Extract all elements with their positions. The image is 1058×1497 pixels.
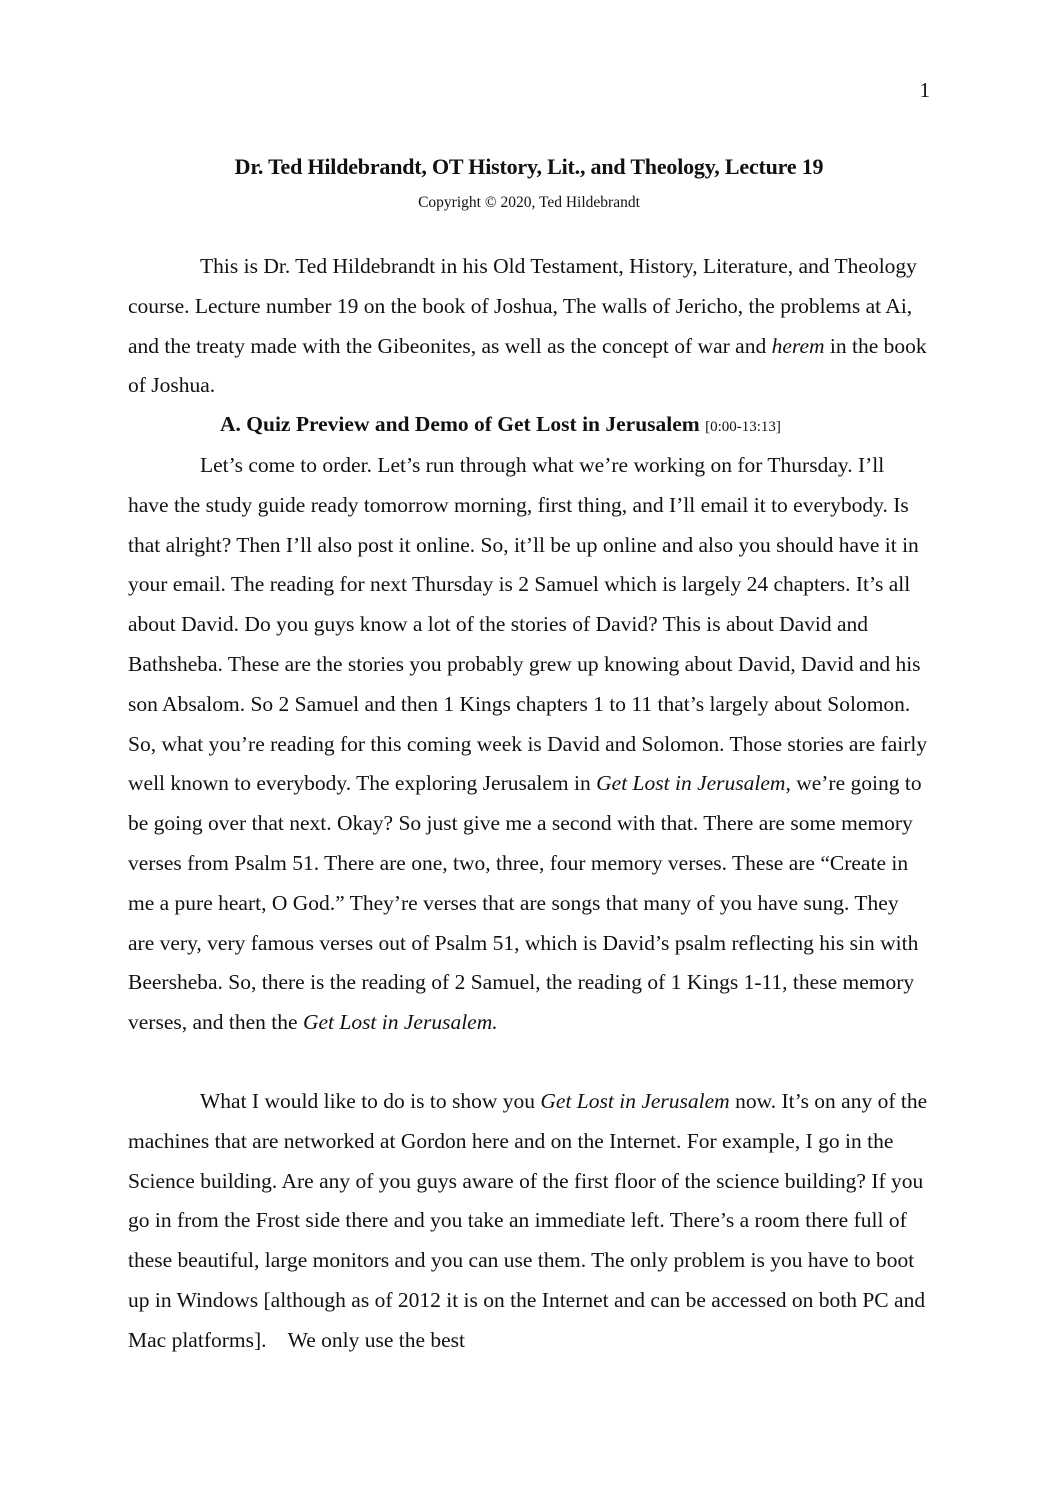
body-paragraph-1 (128, 446, 930, 1043)
intro-paragraph (128, 247, 930, 406)
paragraph-1-text-b: , we’re going to be going over that next. Okay? So just give me a second with that. There are some memory verses from Psalm 51. There are one, two, three, four memory verses. These are “Create in me a pure heart, O God.” They’re verses that are songs that many of you have sung. They are very, very famous verses out of Psalm 51, which is David’s psalm reflecting his sin with Beersheba. So, there is the reading of 2 Samuel, the reading of 1 Kings 1-11, these memory verses, and then the (128, 771, 922, 1035)
paragraph-1-italic-b: Get Lost in Jerusalem. (302, 1010, 498, 1035)
section-heading-text: A. Quiz Preview and Demo of Get Lost in Jerusalem (220, 412, 700, 436)
intro-italic-term: herem (771, 333, 825, 358)
paragraph-2-text-b: now. It’s on any of the machines that are networked at Gordon here and on the Internet. For example, I go in the Science building. Are any of you guys aware of the first floor of the science building? If you go in from the Frost side there and you take an immediate left. There’s a room there full of these beautiful, large monitors and you can use them. The only problem is you have to boot up in Windows [although as of 2012 it is on the Internet and can be accessed on both PC and Mac platforms]. We only use the best (128, 1089, 933, 1352)
document-title: Dr. Ted Hildebrandt, OT History, Lit., and Theology, Lecture 19 (234, 154, 824, 179)
body-paragraph-2 (128, 1082, 933, 1361)
section-timestamp: [0:00-13:13] (705, 419, 781, 435)
paragraph-1-text-a: Let’s come to order. Let’s run through what we’re working on for Thursday. I’ll have the study guide ready tomorrow morning, first thing, and I’ll email it to everybody. Is that alright? Then I’ll also post it online. So, it’ll be up online and also you should have it in your email. The reading for next Thursday is 2 Samuel which is largely 24 chapters. It’s all about David. Do you guys know a lot of the stories of David? This is about David and Bathsheba. These are the stories you probably grew up knowing about David, David and his son Absalom. So 2 Samuel and then 1 Kings chapters 1 to 11 that’s largely about Solomon. So, what you’re reading for this coming week is David and Solomon. Those stories are fairly well known to everybody. The exploring Jerusalem in (128, 453, 928, 796)
copyright-line: Copyright © 2020, Ted Hildebrandt (418, 194, 640, 211)
paragraph-1-italic-a: Get Lost in Jerusalem (596, 771, 786, 796)
section-heading (220, 406, 920, 445)
paragraph-2-text-a: What I would like to do is to show you (200, 1089, 541, 1113)
page-number: 1 (919, 78, 930, 102)
intro-text-a: This is Dr. Ted Hildebrandt in his Old Testament, History, Literature, and Theology course. Lecture number 19 on the book of Joshua, The walls of Jericho, the problems at Ai, and the treaty made with the Gibeonites, as well as the concept of war and (128, 254, 917, 358)
paragraph-2-italic-a: Get Lost in Jerusalem (540, 1089, 730, 1113)
intro-text-b: in the book of Joshua. (128, 333, 927, 398)
